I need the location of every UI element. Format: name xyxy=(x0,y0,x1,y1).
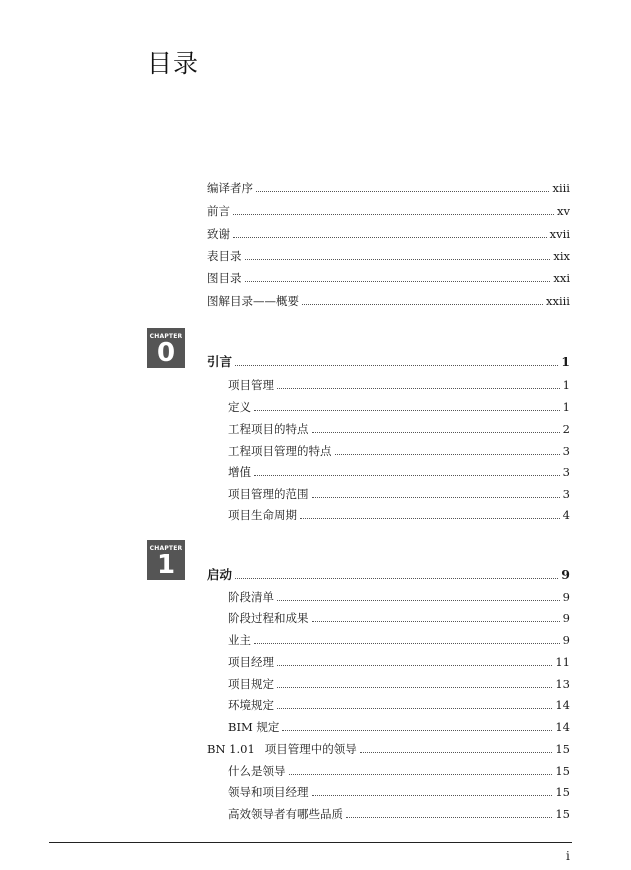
leader-dots xyxy=(277,708,552,709)
toc-entry-label: 增值 xyxy=(228,465,251,479)
toc-chapter-introduction[interactable] xyxy=(207,353,570,369)
toc-entry-page: 3 xyxy=(562,487,570,501)
toc-entry-page: 1 xyxy=(562,378,570,392)
toc-entry-label: 环境规定 xyxy=(228,698,274,712)
toc-entry-label: 项目生命周期 xyxy=(228,508,297,522)
toc-entry-page: 9 xyxy=(562,633,570,647)
leader-dots xyxy=(277,600,560,601)
toc-entry[interactable] xyxy=(228,420,570,436)
toc-entry-label: 项目管理的范围 xyxy=(228,487,309,501)
toc-entry-label: 项目管理 xyxy=(228,378,274,392)
toc-chapter-title: 启动 xyxy=(207,567,233,582)
leader-dots xyxy=(312,795,553,796)
toc-entry-label: 阶段清单 xyxy=(228,590,274,604)
toc-entry[interactable] xyxy=(228,805,570,821)
toc-entry-label: 阶段过程和成果 xyxy=(228,611,309,625)
toc-entry-page: 15 xyxy=(555,764,570,778)
leader-dots xyxy=(277,388,560,389)
toc-entry-label: 前言 xyxy=(207,204,230,218)
toc-entry-label: 图解目录——概要 xyxy=(207,294,299,308)
toc-entry-label: 领导和项目经理 xyxy=(228,785,309,799)
toc-entry-illustrated-contents[interactable] xyxy=(207,292,570,308)
footer-rule xyxy=(49,842,572,843)
toc-entry-label: 高效领导者有哪些品质 xyxy=(228,807,343,821)
toc-entry[interactable] xyxy=(228,762,570,778)
page-title: 目录 xyxy=(147,49,200,78)
toc-entry-label: 图目录 xyxy=(207,271,242,285)
leader-dots xyxy=(256,191,549,192)
chapter-badge-caption: CHAPTER xyxy=(149,545,183,552)
toc-entry[interactable] xyxy=(228,588,570,604)
toc-entry-page: xix xyxy=(553,249,570,263)
leader-dots xyxy=(277,687,552,688)
toc-entry-label: 致谢 xyxy=(207,227,230,241)
toc-entry-page: 15 xyxy=(555,785,570,799)
toc-entry-label: 项目规定 xyxy=(228,677,274,691)
toc-entry-page: 15 xyxy=(555,807,570,821)
leader-dots xyxy=(245,281,551,282)
leader-dots xyxy=(254,475,560,476)
leader-dots xyxy=(245,259,551,260)
chapter-badge xyxy=(147,540,185,580)
toc-entry[interactable] xyxy=(228,718,570,734)
toc-entry[interactable] xyxy=(228,696,570,712)
leader-dots xyxy=(254,410,560,411)
toc-entry-label: 项目经理 xyxy=(228,655,274,669)
toc-entry-list-of-tables[interactable] xyxy=(207,247,570,263)
leader-dots xyxy=(254,643,560,644)
leader-dots xyxy=(289,774,553,775)
toc-entry-label: 定义 xyxy=(228,400,251,414)
page-number: i xyxy=(566,849,570,863)
toc-bn-page: 15 xyxy=(555,742,570,756)
leader-dots xyxy=(302,304,543,305)
toc-entry[interactable] xyxy=(228,398,570,414)
leader-dots xyxy=(312,497,560,498)
toc-entry[interactable] xyxy=(228,376,570,392)
toc-entry-acknowledgements[interactable] xyxy=(207,225,570,241)
leader-dots xyxy=(335,454,560,455)
toc-entry-page: 3 xyxy=(562,444,570,458)
toc-entry-page: 9 xyxy=(562,590,570,604)
leader-dots xyxy=(346,817,552,818)
toc-entry-page: 1 xyxy=(562,400,570,414)
toc-entry-label: 工程项目管理的特点 xyxy=(228,444,332,458)
toc-entry[interactable] xyxy=(228,442,570,458)
toc-entry[interactable] xyxy=(228,783,570,799)
toc-entry-list-of-figures[interactable] xyxy=(207,269,570,285)
toc-entry-label: 什么是领导 xyxy=(228,764,286,778)
toc-entry[interactable] xyxy=(228,485,570,501)
toc-entry-label: 工程项目的特点 xyxy=(228,422,309,436)
toc-entry-page: 3 xyxy=(562,465,570,479)
toc-entry-label: 表目录 xyxy=(207,249,242,263)
toc-chapter-page: 1 xyxy=(561,354,570,369)
toc-entry-page: xv xyxy=(557,204,570,218)
toc-chapter-title: 引言 xyxy=(207,354,233,369)
toc-entry-page: xxi xyxy=(553,271,570,285)
toc-entry-page: 14 xyxy=(555,698,570,712)
chapter-badge-caption: CHAPTER xyxy=(149,333,183,340)
toc-entry[interactable] xyxy=(228,631,570,647)
chapter-badge-number: 0 xyxy=(156,338,176,368)
toc-bn-label: 项目管理中的领导 xyxy=(264,742,357,756)
toc-chapter-initiation[interactable] xyxy=(207,566,570,582)
toc-entry-page: 14 xyxy=(555,720,570,734)
toc-entry[interactable] xyxy=(228,506,570,522)
toc-entry-label: BIM 规定 xyxy=(228,720,280,734)
toc-bn-section[interactable] xyxy=(207,740,570,756)
leader-dots xyxy=(312,432,560,433)
toc-entry-page: 9 xyxy=(562,611,570,625)
leader-dots xyxy=(282,730,552,731)
toc-entry-page: 2 xyxy=(562,422,570,436)
toc-entry-page: 11 xyxy=(555,655,570,669)
toc-chapter-page: 9 xyxy=(561,567,570,582)
toc-entry[interactable] xyxy=(228,675,570,691)
toc-entry[interactable] xyxy=(228,609,570,625)
leader-dots xyxy=(235,578,558,579)
toc-entry[interactable] xyxy=(228,653,570,669)
toc-entry-label: 编译者序 xyxy=(207,181,253,195)
leader-dots xyxy=(312,621,560,622)
toc-entry-page: xxiii xyxy=(545,294,570,308)
leader-dots xyxy=(277,665,552,666)
toc-entry-translator-preface[interactable] xyxy=(207,179,570,195)
leader-dots xyxy=(300,518,560,519)
leader-dots xyxy=(233,214,554,215)
leader-dots xyxy=(233,237,547,238)
leader-dots xyxy=(360,752,553,753)
toc-entry-page: xvii xyxy=(549,227,570,241)
toc-entry-preface[interactable] xyxy=(207,202,570,218)
toc-entry-page: 4 xyxy=(562,508,570,522)
toc-entry-label: 业主 xyxy=(228,633,251,647)
toc-bn-number: BN 1.01 xyxy=(207,742,255,756)
toc-entry[interactable] xyxy=(228,463,570,479)
toc-entry-page: xiii xyxy=(552,181,570,195)
chapter-badge xyxy=(147,328,185,368)
leader-dots xyxy=(235,365,558,366)
chapter-badge-number: 1 xyxy=(156,550,176,580)
toc-entry-page: 13 xyxy=(555,677,570,691)
